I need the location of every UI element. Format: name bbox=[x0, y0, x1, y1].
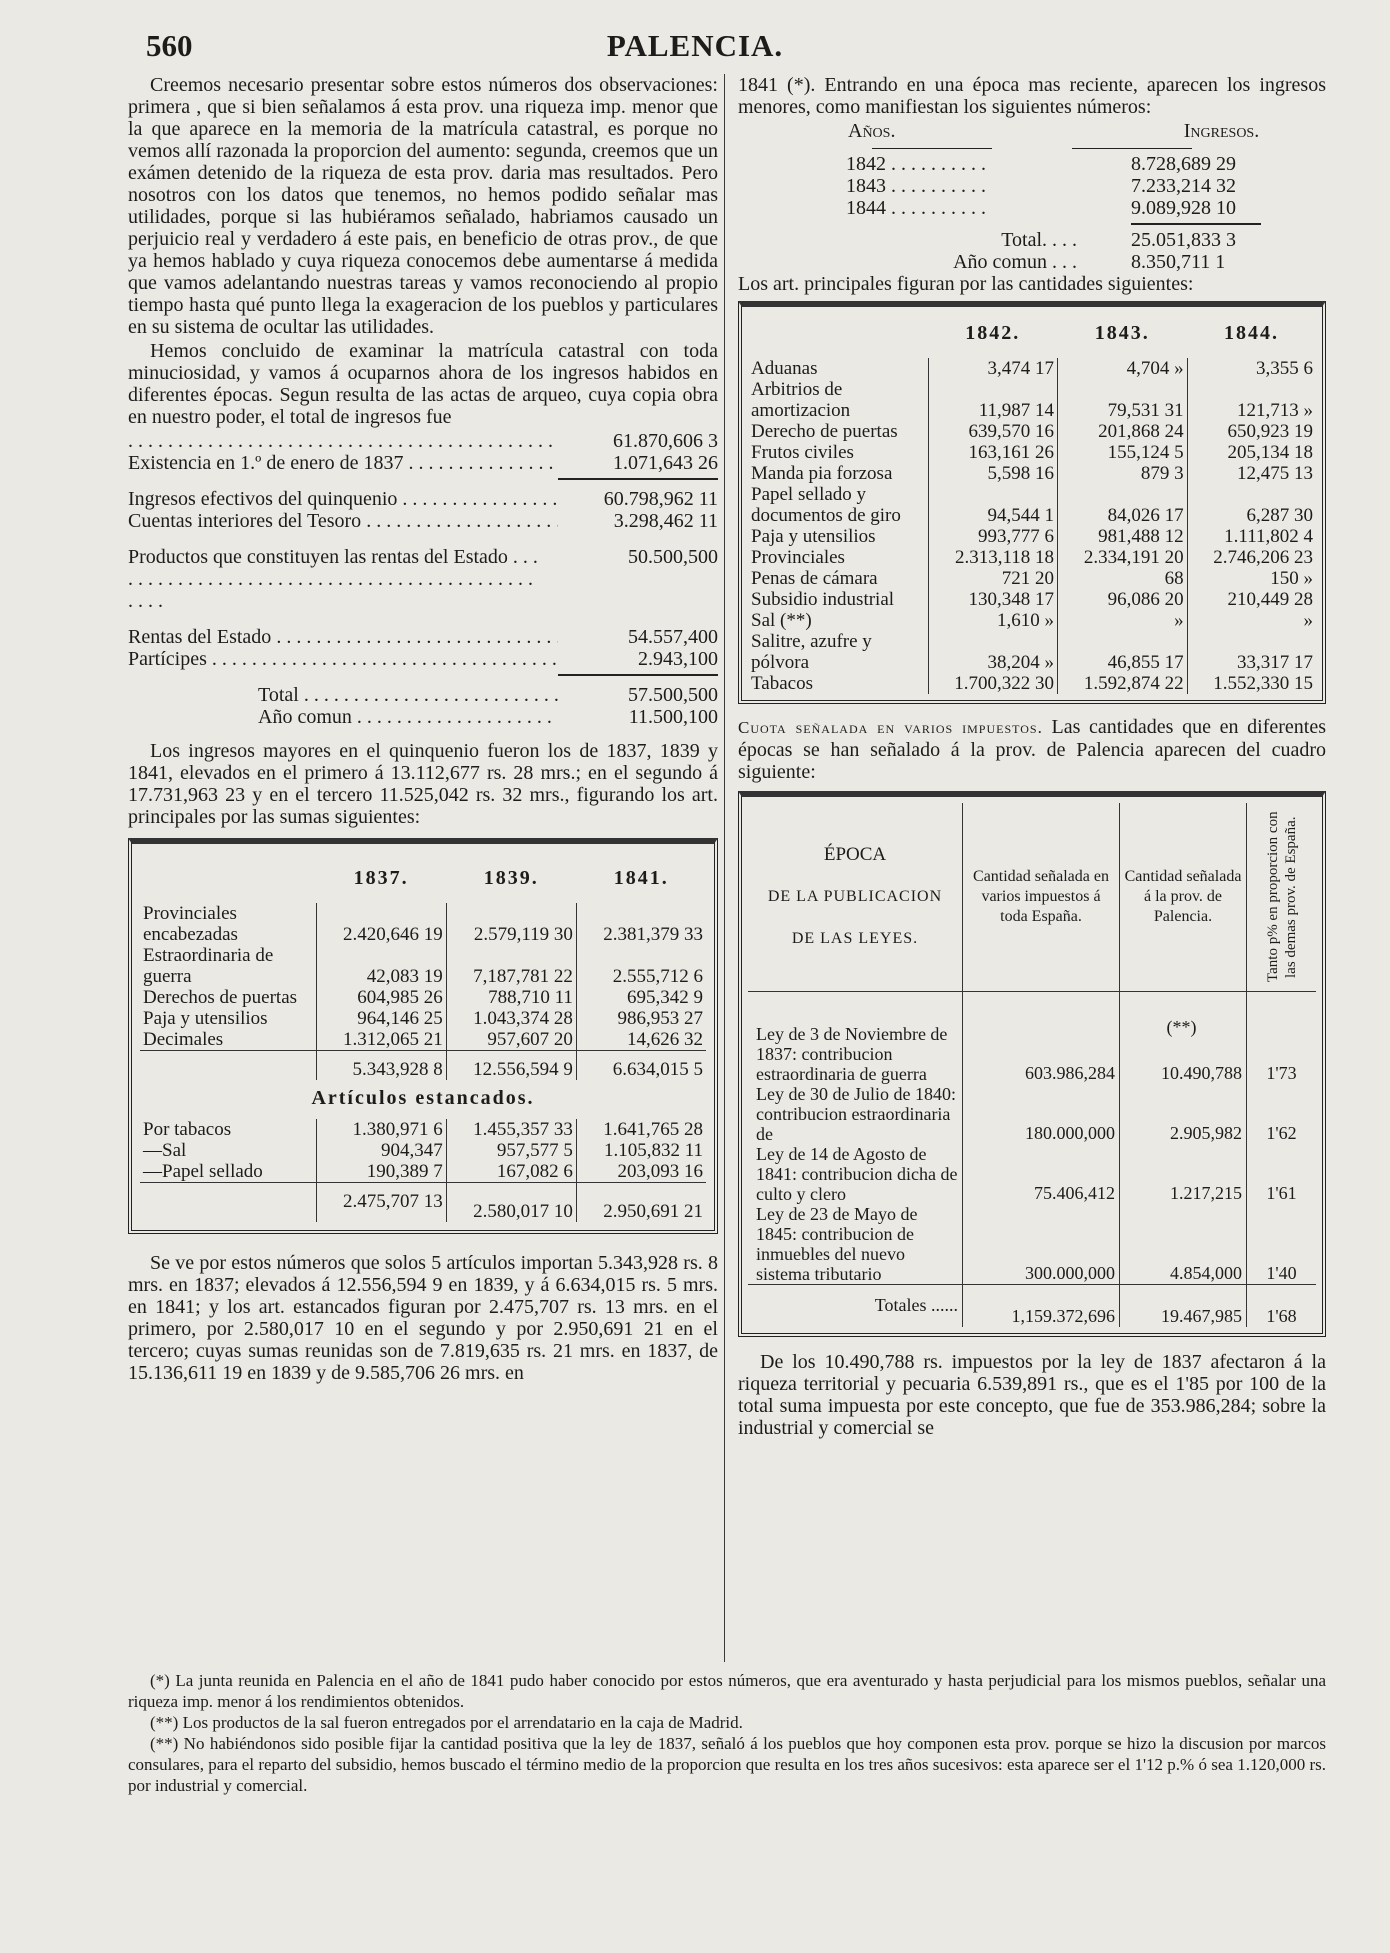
table-row: Frutos civiles 163,161 26 155,124 5 205,134 18 bbox=[748, 442, 1316, 463]
column-header: 1843. bbox=[1094, 322, 1150, 344]
years-table bbox=[738, 120, 1326, 273]
table-row: Derechos de puertas 604,985 26 788,710 11 695,342 9 bbox=[140, 987, 706, 1008]
table-row: Penas de cámara 721 20 68 150 » bbox=[748, 568, 1316, 589]
years-header: Años. Ingresos. bbox=[848, 120, 1260, 142]
table-row: Sal (**) 1,610 » » » bbox=[748, 610, 1316, 631]
paragraph-articulos: Se ve por estos números que solos 5 artículos importan 5.343,928 rs. 8 mrs. en 1837; elevados á 12.556,594 9 en 1839, y á 6.634,015 rs. 5 mrs. en 1841; y los art. estancados figuran por 2.475,707 rs. 13 mrs. en el primero, por 2.580,017 10 en el segundo y por 2.950,691 21 en el tercero; cuyas sumas reunidas son de 7.819,635 rs. 21 mrs. en 1837, de 15.136,611 19 en 1839 y de 9.585,706 26 mrs. en bbox=[128, 1252, 718, 1384]
years-total: Total. . . . 25.051,833 3 bbox=[1001, 229, 1236, 251]
page-header bbox=[0, 28, 1390, 68]
right-column bbox=[738, 74, 1326, 1439]
table-row: Ley de 30 de Julio de 1840: contribucion estraordinaria de 180.000,000 2.905,982 1'62 bbox=[748, 1084, 1316, 1144]
table-row: Por tabacos 1.380,971 6 1.455,357 33 1.641,765 28 bbox=[140, 1119, 706, 1140]
table-row: Arbitrios de amortizacion 11,987 14 79,531 31 121,713 » bbox=[748, 379, 1316, 421]
left-column bbox=[128, 74, 718, 1384]
paragraph-epoca-reciente: 1841 (*). Entrando en una época mas reciente, aparecen los ingresos menores, como manifiestan los siguientes números: bbox=[738, 74, 1326, 118]
page-number: 560 bbox=[146, 28, 193, 63]
table-cuota bbox=[738, 791, 1326, 1337]
rule bbox=[558, 478, 718, 480]
ledger-row: Cuentas interiores del Tesoro . . . 3.298,462 11 bbox=[128, 510, 718, 532]
table bbox=[748, 803, 1316, 1327]
table-row: Paja y utensilios 964,146 25 1.043,374 28 986,953 27 bbox=[140, 1008, 706, 1029]
column-divider bbox=[724, 74, 725, 1662]
table-row: Manda pia forzosa 5,598 16 879 3 12,475 13 bbox=[748, 463, 1316, 484]
table-1842-1844 bbox=[738, 301, 1326, 704]
footnote: (**) No habiéndonos sido posible fijar la cantidad positiva que la ley de 1837, señaló á los pueblos que hoy componen esta prov. porque se hizo la discusion por marcos consulares, para el reparto del subsidio, hemos buscado el término medio de la proporcion que resulta en los tres años sucesivos: esta aparece ser el 1'12 p.% ó sea 1.120,000 rs. por industrial y comercial. bbox=[128, 1734, 1326, 1795]
table-row: Ley de 3 de Noviembre de 1837: contribucion estraordinaria de guerra 603.986,284 (**) 10.490,788 1'73 bbox=[748, 1016, 1316, 1084]
ledger bbox=[128, 430, 718, 728]
paragraph-ingresos-mayores: Los ingresos mayores en el quinquenio fueron los de 1837, 1839 y 1841, elevados en el primero á 13.112,677 rs. 28 mrs.; en el segundo á 17.731,963 23 y en el tercero 11.525,042 rs. 32 mrs., figurando los art. principales por las sumas siguientes: bbox=[128, 740, 718, 828]
table-row: Aduanas 3,474 17 4,704 » 3,355 6 bbox=[748, 358, 1316, 379]
column-header: 1841. bbox=[613, 867, 669, 889]
ledger-row: Rentas del Estado . . . 54.557,400 bbox=[128, 626, 718, 648]
column-header: 1842. bbox=[965, 322, 1021, 344]
footnotes bbox=[128, 1670, 1326, 1796]
table-row: Derecho de puertas 639,570 16 201,868 24 650,923 19 bbox=[748, 421, 1316, 442]
ledger-row: . . . 61.870,606 3 bbox=[128, 430, 718, 452]
footnote: (*) La junta reunida en Palencia en el año de 1841 pudo haber conocido por estos números, que era aventurado y hasta perjudicial para los mismos pueblos, señalar una riqueza imp. menor á los rendimientos obtenidos. bbox=[128, 1671, 1326, 1711]
paragraph-ingresos: Hemos concluido de examinar la matrícula catastral con toda minuciosidad, y vamos á ocuparnos ahora de los ingresos habidos en diferentes épocas. Segun resulta de las actas de arqueo, cuya copia obra en nuestro poder, el total de ingresos fue bbox=[128, 340, 718, 428]
table-row: Paja y utensilios 993,777 6 981,488 12 1.111,802 4 bbox=[748, 526, 1316, 547]
paragraph-cuota: Cuota señalada en varios impuestos. Las cantidades que en diferentes épocas se han señalado á la prov. de Palencia aparecen del cuadro siguiente: bbox=[738, 716, 1326, 783]
subheading-row: Artículos estancados. bbox=[311, 1087, 535, 1109]
table-row: —Papel sellado 190,389 7 167,082 6 203,093 16 bbox=[140, 1161, 706, 1183]
column-header: 1839. bbox=[483, 867, 539, 889]
table-row: Tabacos 1.700,322 30 1.592,874 22 1.552,330 15 bbox=[748, 673, 1316, 694]
table-header-row bbox=[140, 858, 706, 903]
table bbox=[748, 313, 1316, 694]
table-row: Ley de 23 de Mayo de 1845: contribucion de inmuebles del nuevo sistema tributario 300.000,000 4.854,000 1'40 bbox=[748, 1204, 1316, 1285]
years-row: 1842 . . . . . . . . . . 8.728,689 29 bbox=[846, 153, 1236, 175]
table-row: Provinciales 2.313,118 18 2.334,191 20 2.746,206 23 bbox=[748, 547, 1316, 568]
page-title: PALENCIA. bbox=[606, 28, 784, 63]
ledger-row: Partícipes . . . 2.943,100 bbox=[128, 648, 718, 670]
table-row: Salitre, azufre y pólvora 38,204 » 46,855 17 33,317 17 bbox=[748, 631, 1316, 673]
table-row: Ley de 14 de Agosto de 1841: contribucion dicha de culto y clero 75.406,412 1.217,215 1'61 bbox=[748, 1144, 1316, 1204]
paragraph-ley-1837: De los 10.490,788 rs. impuestos por la ley de 1837 afectaron á la riqueza territorial y pecuaria 6.539,891 rs., que es el 1'85 por 100 de la total suma impuesta por este concepto, que fue de 353.986,284; sobre la industrial y comercial se bbox=[738, 1351, 1326, 1439]
table-row: —Sal 904,347 957,577 5 1.105,832 11 bbox=[140, 1140, 706, 1161]
totals-row: Totales ...... 1,159.372,696 19.467,985 1'68 bbox=[748, 1285, 1316, 1328]
years-row: 1844 . . . . . . . . . . 9.089,928 10 bbox=[846, 197, 1236, 219]
ledger-row: Total . . . 57.500,500 bbox=[128, 684, 718, 706]
table-header-row: ÉPOCA DE LA PUBLICACION DE LAS LEYES. Cantidad señalada en varios impuestos á toda España. Cantidad señalada á la prov. de Palencia. Tanto p% en proporcion con las demas prov. de España. bbox=[748, 803, 1316, 992]
subtotal-row: 5.343,928 8 12.556,594 9 6.634,015 5 bbox=[140, 1051, 706, 1081]
rule bbox=[558, 674, 718, 676]
table-header-row bbox=[748, 313, 1316, 358]
ledger-row: Año comun . . . 11.500,100 bbox=[128, 706, 718, 728]
table-row: Papel sellado y documentos de giro 94,544 1 84,026 17 6,287 30 bbox=[748, 484, 1316, 526]
table-row: Decimales 1.312,065 21 957,607 20 14,626 32 bbox=[140, 1029, 706, 1051]
column-header: 1844. bbox=[1224, 322, 1280, 344]
ledger-row: Productos que constituyen las rentas del Estado . . . 50.500,500 bbox=[128, 546, 718, 612]
ledger-row: Ingresos efectivos del quinquenio . . . 60.798,962 11 bbox=[128, 488, 718, 510]
paragraph-observaciones: Creemos necesario presentar sobre estos números dos observaciones: primera , que si bien señalamos á esta prov. una riqueza imp. menor que la que aparece en la memoria de la matrícula catastral, es porque no vemos allí razonada la proporcion del aumento: segunda, creemos que un exámen detenido de la riqueza de esta prov. daria mas resultados. Pero nosotros con los datos que tenemos, no hemos podido señalar mas utilidades, porque si las hubiéramos señalado, habriamos causado un perjuicio real y verdadero á este pais, en beneficio de otras prov., de que ya hemos hablado y cuya riqueza conocemos debe aumentarse á medida que vamos adelantando nuestras tareas y vamos reconociendo al propio tiempo hasta qué punto llega la exageracion de los pueblos y particulares en su sistema de ocultar las utilidades. bbox=[128, 74, 718, 338]
total-row: 2.475,707 13 2.580,017 10 2.950,691 21 bbox=[140, 1183, 706, 1223]
ledger-row: Existencia en 1.º de enero de 1837 . . . 1.071,643 26 bbox=[128, 452, 718, 474]
years-row: 1843 . . . . . . . . . . 7.233,214 32 bbox=[846, 175, 1236, 197]
footnote: (**) Los productos de la sal fueron entregados por el arrendatario en la caja de Madrid. bbox=[150, 1713, 743, 1732]
years-comun: Año comun . . . 8.350,711 1 bbox=[953, 251, 1226, 273]
table-row: Subsidio industrial 130,348 17 96,086 20 210,449 28 bbox=[748, 589, 1316, 610]
table-1837-1841 bbox=[128, 838, 718, 1234]
column-header: 1837. bbox=[353, 867, 409, 889]
table-row: Provinciales encabezadas 2.420,646 19 2.579,119 30 2.381,379 33 bbox=[140, 903, 706, 945]
table-row: Estraordinaria de guerra 42,083 19 7,187,781 22 2.555,712 6 bbox=[140, 945, 706, 987]
table bbox=[140, 858, 706, 1222]
paragraph-art-principales: Los art. principales figuran por las cantidades siguientes: bbox=[738, 273, 1194, 295]
